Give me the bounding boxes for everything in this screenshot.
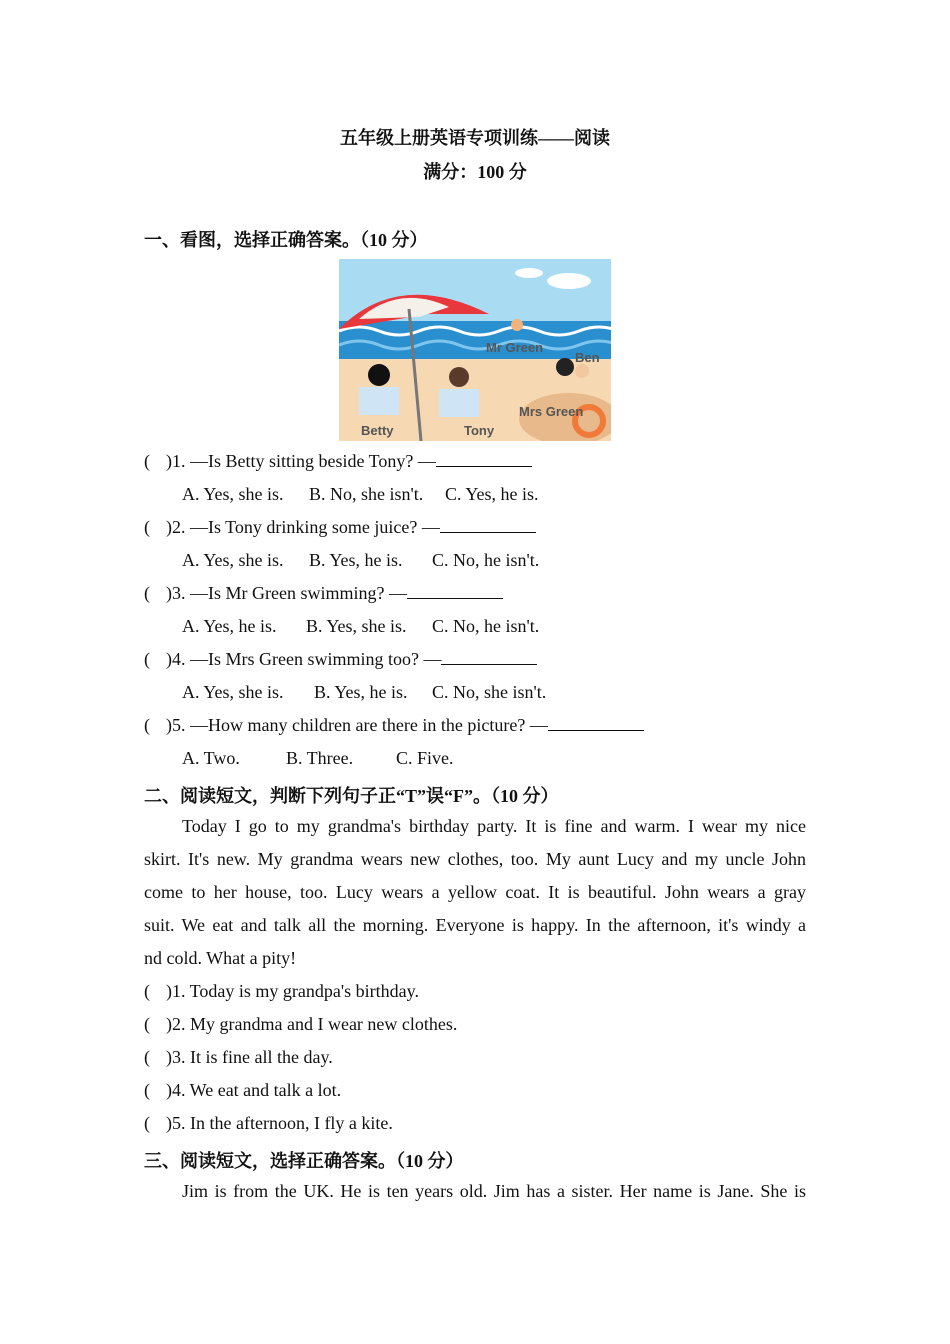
passage2-line-1: Today I go to my grandma's birthday party. It is fine and warm. I wear my nice (182, 816, 806, 836)
q5-option-b: B. Three. (286, 748, 354, 768)
page-title: 五年级上册英语专项训练——阅读 (340, 128, 610, 148)
q3-option-a: A. Yes, he is. (182, 616, 277, 636)
full-score: 满分：100 分 (423, 162, 527, 182)
section2-heading: 二、阅读短文，判断下列句子正“T”误“F”。（10 分） (144, 786, 559, 806)
section1-heading: 一、看图，选择正确答案。（10 分） (144, 230, 428, 250)
question-1: ( )1. —Is Betty sitting beside Tony? — (144, 451, 532, 472)
question-4: ( )4. —Is Mrs Green swimming too? — (144, 649, 537, 670)
question-2: ( )2. —Is Tony drinking some juice? — (144, 517, 536, 538)
label-mr-green: Mr Green (486, 340, 544, 355)
answer-blank[interactable] (407, 584, 503, 599)
q4-option-a: A. Yes, she is. (182, 682, 284, 702)
q5-option-c: C. Five. (396, 748, 454, 768)
statement-4: ( )4. We eat and talk a lot. (144, 1080, 342, 1100)
q4-option-c: C. No, she isn't. (432, 682, 547, 702)
answer-blank[interactable] (548, 716, 644, 731)
passage2-line-4: suit. We eat and talk all the morning. Everyone is happy. In the afternoon, it's windy a (144, 915, 806, 935)
q5-option-a: A. Two. (182, 748, 240, 768)
statement-3: ( )3. It is fine all the day. (144, 1047, 333, 1067)
passage2-line-2: skirt. It's new. My grandma wears new clothes, too. My aunt Lucy and my uncle John (144, 849, 806, 869)
passage2-line-3: come to her house, too. Lucy wears a yellow coat. It is beautiful. John wears a gray (144, 882, 806, 902)
q2-option-c: C. No, he isn't. (432, 550, 540, 570)
beach-picture (339, 259, 611, 441)
passage3-line-1: Jim is from the UK. He is ten years old. Jim has a sister. Her name is Jane. She is (182, 1181, 806, 1201)
statement-2: ( )2. My grandma and I wear new clothes. (144, 1014, 458, 1034)
section3-heading: 三、阅读短文，选择正确答案。（10 分） (144, 1151, 464, 1171)
label-mrs-green: Mrs Green (519, 404, 584, 419)
label-ben: Ben (575, 350, 600, 365)
label-betty: Betty (361, 423, 394, 438)
q2-option-a: A. Yes, she is. (182, 550, 284, 570)
q2-option-b: B. Yes, he is. (309, 550, 403, 570)
label-tony: Tony (464, 423, 495, 438)
statement-5: ( )5. In the afternoon, I fly a kite. (144, 1113, 393, 1133)
question-3: ( )3. —Is Mr Green swimming? — (144, 583, 503, 604)
answer-blank[interactable] (436, 452, 532, 467)
q1-option-a: A. Yes, she is. (182, 484, 284, 504)
q1-option-b: B. No, she isn't. (309, 484, 424, 504)
statement-1: ( )1. Today is my grandpa's birthday. (144, 981, 419, 1001)
q3-option-b: B. Yes, she is. (306, 616, 407, 636)
answer-blank[interactable] (441, 650, 537, 665)
q3-option-c: C. No, he isn't. (432, 616, 540, 636)
q1-option-c: C. Yes, he is. (445, 484, 539, 504)
answer-blank[interactable] (440, 518, 536, 533)
q4-option-b: B. Yes, he is. (314, 682, 408, 702)
question-5: ( )5. —How many children are there in the picture? — (144, 715, 644, 736)
passage2-line-5: nd cold. What a pity! (144, 948, 297, 968)
